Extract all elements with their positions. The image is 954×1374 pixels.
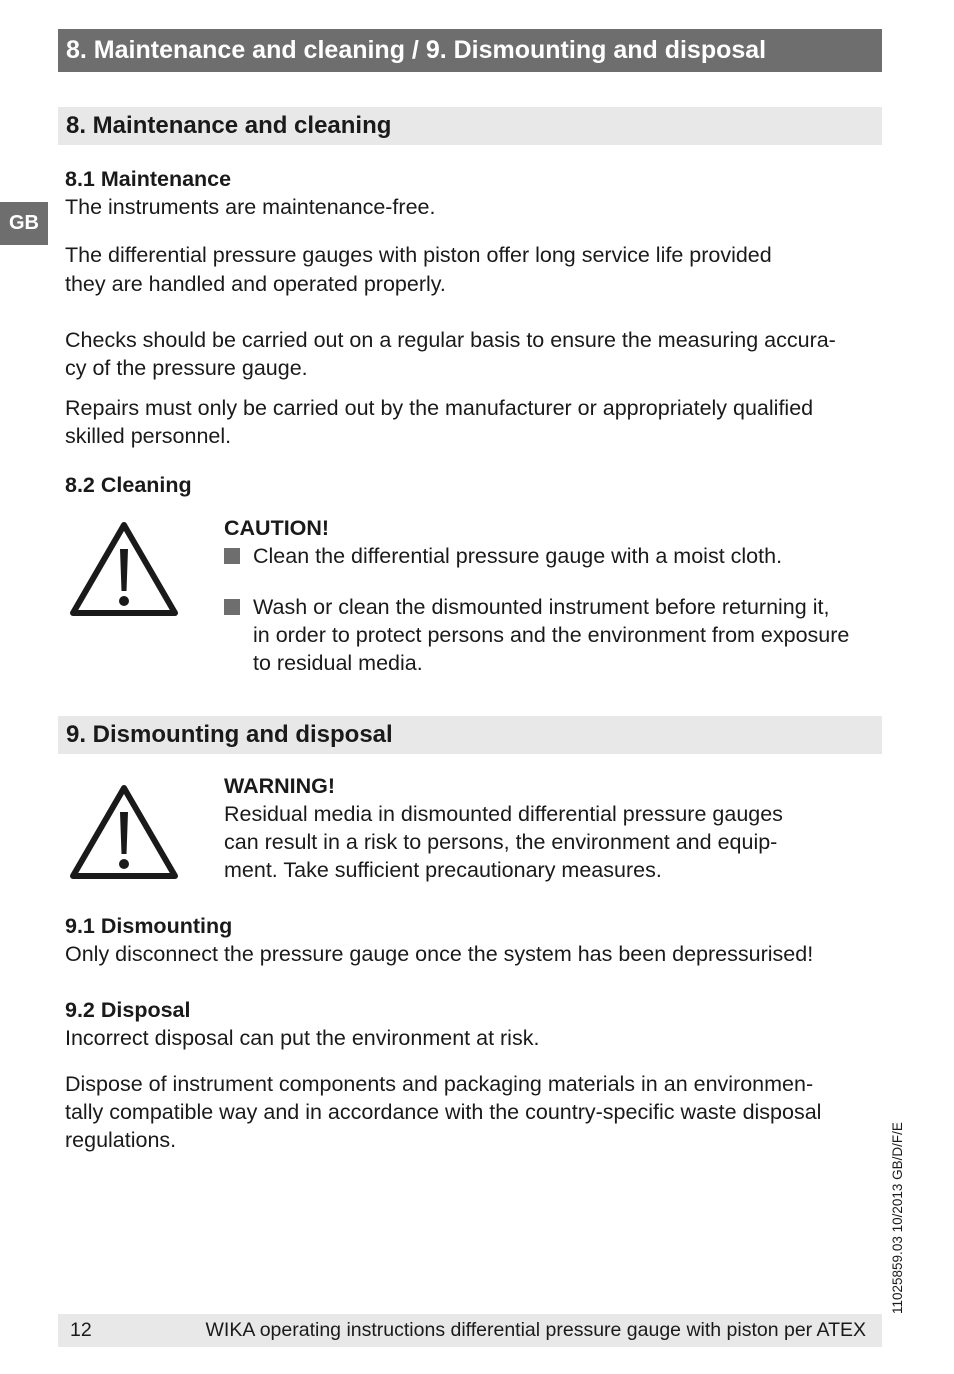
cleaning-heading: 8.2 Cleaning (65, 473, 192, 497)
maintenance-p3-line2: cy of the pressure gauge. (65, 356, 308, 380)
warning-label: WARNING! (224, 774, 336, 798)
page-number: 12 (70, 1319, 92, 1341)
disposal-p1: Incorrect disposal can put the environment at risk. (65, 1026, 540, 1050)
bullet-square-icon (224, 548, 240, 564)
page-header-title: 8. Maintenance and cleaning / 9. Dismounting and disposal (58, 29, 882, 72)
caution-label: CAUTION! (224, 516, 330, 540)
maintenance-p3-line1: Checks should be carried out on a regular basis to ensure the measuring accura- (65, 328, 836, 352)
maintenance-p4-line2: skilled personnel. (65, 424, 232, 448)
page-footer (58, 1314, 882, 1347)
cleaning-bullet-2-line2: in order to protect persons and the environment from exposure (253, 623, 850, 647)
footer-text: WIKA operating instructions differential pressure gauge with piston per ATEX (205, 1319, 866, 1341)
disposal-p2-line2: tally compatible way and in accordance with the country-specific waste disposal (65, 1100, 822, 1124)
cleaning-bullet-1: Clean the differential pressure gauge with a moist cloth. (253, 544, 783, 568)
maintenance-heading: 8.1 Maintenance (65, 167, 232, 191)
section-9-title: 9. Dismounting and disposal (58, 716, 882, 754)
disposal-p2-line3: regulations. (65, 1128, 177, 1152)
warning-line3: ment. Take sufficient precautionary measures. (224, 858, 662, 882)
disposal-heading: 9.2 Disposal (65, 998, 191, 1022)
dismounting-heading: 9.1 Dismounting (65, 914, 233, 938)
maintenance-p2-line2: they are handled and operated properly. (65, 272, 446, 296)
warning-triangle-icon (69, 784, 179, 880)
warning-triangle-icon (69, 521, 179, 617)
cleaning-bullet-2-line1: Wash or clean the dismounted instrument before returning it, (253, 595, 830, 619)
maintenance-p4-line1: Repairs must only be carried out by the manufacturer or appropriately qualified (65, 396, 814, 420)
warning-line1: Residual media in dismounted differential pressure gauges (224, 802, 783, 826)
document-code: 11025859.03 10/2013 GB/D/F/E (890, 1122, 905, 1314)
bullet-square-icon (224, 599, 240, 615)
cleaning-bullet-2-line3: to residual media. (253, 651, 423, 675)
language-tab: GB (0, 202, 48, 245)
maintenance-p1: The instruments are maintenance-free. (65, 195, 436, 219)
dismounting-text: Only disconnect the pressure gauge once the system has been depressurised! (65, 942, 814, 966)
section-8-title: 8. Maintenance and cleaning (58, 107, 882, 145)
disposal-p2-line1: Dispose of instrument components and packaging materials in an environmen- (65, 1072, 814, 1096)
warning-line2: can result in a risk to persons, the environment and equip- (224, 830, 778, 854)
maintenance-p2-line1: The differential pressure gauges with piston offer long service life provided (65, 243, 772, 267)
